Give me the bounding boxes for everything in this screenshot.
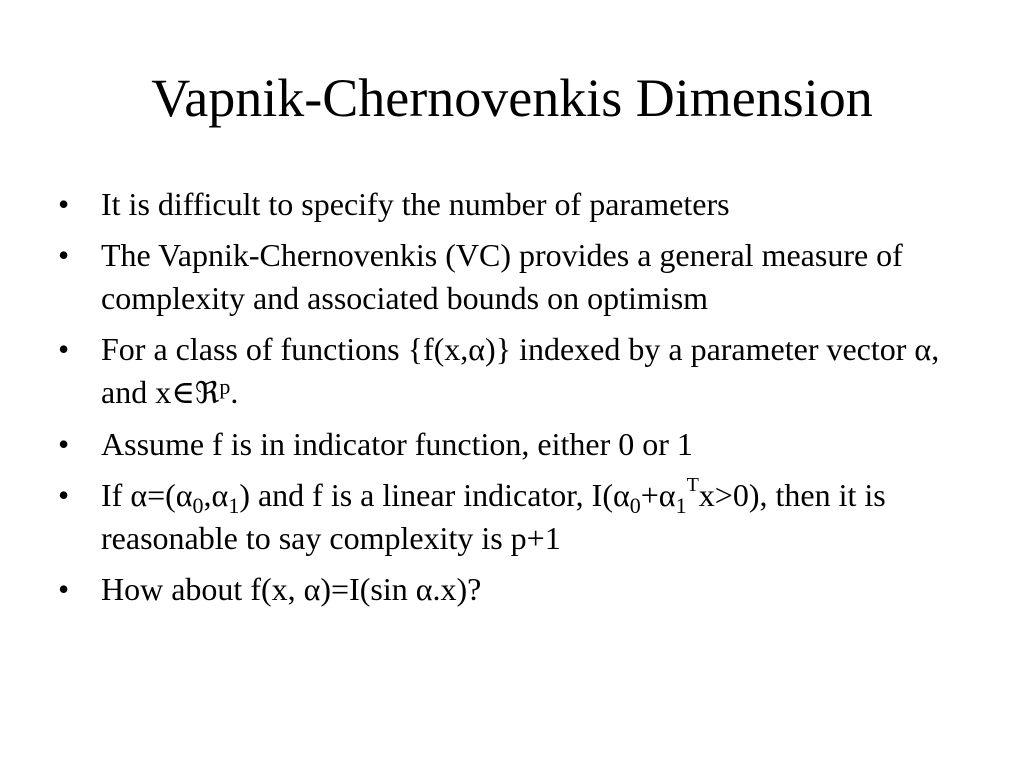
bullet-item-vc-measure	[58, 234, 988, 320]
bullet-text	[101, 474, 886, 556]
bullet-icon: •	[58, 331, 70, 367]
bullet-text-part: ) and f is a linear indicator, I(α	[239, 477, 630, 513]
bullet-icon: •	[58, 477, 70, 513]
bullet-item-sin-question	[58, 568, 988, 611]
bullet-icon: •	[58, 186, 70, 222]
bullet-item-parameters	[58, 183, 988, 226]
bullet-text-part: +α	[640, 477, 676, 513]
subscript: 1	[228, 493, 240, 518]
bullet-text-part: .	[230, 374, 239, 410]
bullet-icon: •	[58, 571, 70, 607]
real-numbers-symbol: ℜ	[194, 376, 220, 411]
slide-title: Vapnik-Chernovenkis Dimension	[151, 68, 873, 128]
subscript: 1	[675, 493, 687, 518]
bullet-item-linear-indicator	[58, 474, 988, 560]
bullet-text-part: For a class of functions {f(x,α)} indexed by a parameter vector α, and x∈	[101, 331, 940, 410]
subscript: 0	[629, 493, 641, 518]
bullet-text: How about f(x, α)=I(sin α.x)?	[101, 571, 482, 607]
bullet-text: It is difficult to specify the number of parameters	[101, 186, 730, 222]
superscript: T	[686, 474, 699, 496]
superscript: p	[219, 374, 231, 399]
bullet-text: Assume f is in indicator function, either 0 or 1	[101, 426, 693, 462]
bullet-text-part: If α=(α	[101, 477, 193, 513]
bullet-icon: •	[58, 426, 70, 462]
bullet-text: The Vapnik-Chernovenkis (VC) provides a general measure of complexity and associated bounds on optimism	[101, 237, 903, 316]
subscript: 0	[192, 493, 204, 518]
bullet-text-part: x>0), then it is reasonable to say complexity is p+1	[101, 477, 886, 556]
bullet-item-indicator-function	[58, 423, 988, 466]
bullet-list	[58, 183, 988, 619]
bullet-icon: •	[58, 237, 70, 273]
bullet-text-part: ,α	[203, 477, 229, 513]
bullet-text	[101, 331, 939, 410]
bullet-item-function-class	[58, 328, 988, 415]
